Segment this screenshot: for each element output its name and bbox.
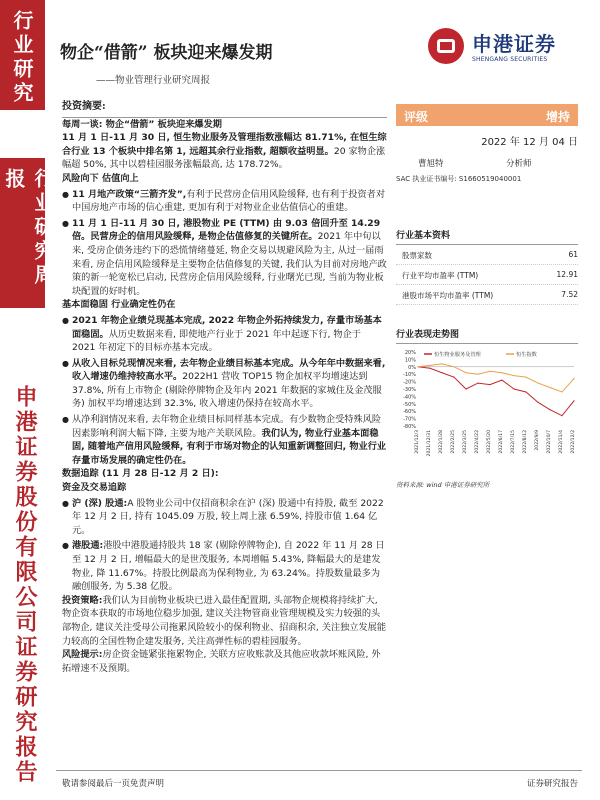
key-data-row: 行业平均市盈率 (TTM) 12.91 bbox=[396, 265, 578, 285]
data-point bbox=[525, 377, 526, 378]
bullet-5: ● 从净利润情况来看, 去年物企业绩目标同样基本完成。有少数物企受特殊风险因素影响利润大幅下降, 主要为地产关联风险。我们认为, 物业行业基本面稳固, 随着地产信用风险缓释, 有利于市场对物企的认知重新调整回归, 物业行业存量市场发展的确定性仍在。 bbox=[62, 413, 387, 467]
x-tick-label: 2022/2/25 bbox=[451, 430, 456, 454]
key-data-row: 股票家数 61 bbox=[396, 245, 578, 265]
data-point bbox=[573, 400, 574, 401]
data-point bbox=[465, 372, 466, 373]
sac-number: SAC 执业证书编号: S1660519040001 bbox=[396, 175, 522, 183]
data-point bbox=[525, 391, 526, 392]
y-tick-label: -10% bbox=[403, 372, 416, 379]
report-date: 2022 年 12 月 04 日 bbox=[481, 137, 578, 148]
rating-label: 评级 bbox=[404, 110, 429, 124]
data-point bbox=[453, 377, 454, 378]
rating-value: 增持 bbox=[545, 110, 570, 124]
x-tick-label: 2022/6/17 bbox=[499, 430, 504, 454]
data-point bbox=[429, 368, 430, 369]
paragraph-1: 11 月 1 日-11 月 30 日, 恒生物业服务及管理指数涨幅达 81.71%, 在恒生综合行业 13 个板块中排名第 1, 远超其余行业指数, 超额收益明显。20 家物企涨幅超 50%, 其中以碧桂园服务涨幅最高, 达 178.72%。 bbox=[62, 132, 387, 171]
data-point bbox=[537, 382, 538, 383]
y-tick-label: -40% bbox=[403, 394, 416, 401]
y-tick-label: 0% bbox=[408, 364, 416, 371]
analyst-row bbox=[396, 157, 578, 169]
data-point bbox=[501, 372, 502, 373]
data-point bbox=[453, 366, 454, 367]
x-tick-label: 2022/9/9 bbox=[535, 430, 540, 451]
summary-column bbox=[62, 100, 387, 675]
bullet-6: ● 沪 (深) 股通:A 股物业公司中仅招商积余在沪 (深) 股通中有持股, 截至 2022 年 12 月 2 日, 持有 1045.09 万股, 较上周上涨 6.59%, 持股市值 1.64 亿元。 bbox=[62, 497, 387, 538]
company-logo bbox=[428, 26, 578, 76]
y-tick-label: -70% bbox=[403, 416, 416, 423]
x-tick-label: 2021/12/31 bbox=[427, 430, 432, 457]
data-point bbox=[537, 402, 538, 403]
data-point bbox=[417, 366, 418, 367]
footer-divider bbox=[56, 770, 582, 771]
y-tick-label: 10% bbox=[404, 357, 416, 364]
logo-en: SHENGANG SECURITIES bbox=[472, 56, 548, 63]
sidebar-top-block bbox=[0, 0, 45, 110]
report-subtitle: ——物业管理行业研究周报 bbox=[96, 75, 211, 86]
data-point bbox=[429, 365, 430, 366]
y-tick-label: -50% bbox=[403, 401, 416, 408]
data-point bbox=[477, 374, 478, 375]
report-title: 物企“借箭” 板块迎来爆发期 bbox=[60, 43, 273, 63]
sidebar-top-label: 行业研究 bbox=[10, 10, 34, 106]
analyst-role: 分析师 bbox=[506, 159, 532, 169]
investment-strategy: 投资策略:我们认为目前物业板块已进入最佳配置期, 头部物企规模将持续扩大, 物企资本获取的市场地位稳步加强, 建议关注物管商业管理规模及实力较强的头部物企, 建议关注受母公司拖累风险较小的保利物业、招商积余, 关注独立发展能力较高的全国性物企建发服务, 关注高弹性标的碧桂园服务。 bbox=[62, 594, 387, 647]
bullet-1: ● 11 月地产政策“三箭齐发”,有利于民营房企信用风险缓释, 也有利于投资者对中国房地产市场的信心重建, 更加有利于对物业企业估值信心的重建。 bbox=[62, 188, 387, 215]
footer-label: 证券研究报告 bbox=[526, 779, 578, 789]
data-point bbox=[561, 391, 562, 392]
data-point bbox=[441, 372, 442, 373]
bullet-4: ● 从收入目标兑现情况来看, 去年物企业绩目标基本完成。从今年年中数据来看, 收入增速仍维持较高水平。2022H1 营收 TOP15 物企加权平均增速达到 37.8%, 所有上市物企 (剔除停牌物企及年内 2021 年数据的家城住及金茂服务) 加权平均增速达到 32.3%, 收入增速仍保持在较高水平。 bbox=[62, 357, 387, 411]
data-point bbox=[489, 384, 490, 385]
bullet-2: ● 11 月 1 日-11 月 30 日, 港股物业 PE (TTM) 由 9.03 倍回升至 14.29 倍。民营房企的信用风险缓释, 是物企估值修复的关键所在。2021 年中旬以来, 受房企债务违约下的恐慌情绪蔓延, 物企交易以规避风险为主, 从过一届雨来看, 房企信用风险缓释是主要物企估值修复的关键, 我们认为目前对房地产政策的新一轮宽松已启动, 民营房企信用风险缓释, 行业曙光已现, 当前为物业板块配置的好时机。 bbox=[62, 217, 387, 299]
risk-warning: 风险提示:房企资金链紧张拖累物企, 关联方应收账款及其他应收款坏账风险, 外拓增速不及预期。 bbox=[62, 649, 381, 674]
x-tick-label: 2022/12/2 bbox=[571, 430, 576, 454]
legend-label: 恒生指数 bbox=[516, 352, 537, 358]
series-line-1 bbox=[418, 364, 574, 392]
sidebar-mid-block bbox=[0, 158, 55, 308]
logo-mark-icon bbox=[428, 28, 464, 64]
data-point bbox=[549, 387, 550, 388]
x-tick-label: 2022/1/28 bbox=[439, 430, 444, 454]
data-point bbox=[465, 388, 466, 389]
y-tick-label: -80% bbox=[403, 424, 416, 430]
data-point bbox=[441, 363, 442, 364]
section-fundamentals: 基本面稳固 行业确定性仍在 bbox=[62, 299, 176, 311]
section-risk-valuation: 风险向下 估值向上 bbox=[62, 172, 139, 184]
key-data-row: 港股市场平均市盈率 (TTM) 7.52 bbox=[396, 285, 578, 305]
summary-heading: 投资摘要: bbox=[62, 100, 387, 118]
data-point bbox=[549, 409, 550, 410]
y-tick-label: 20% bbox=[404, 350, 416, 356]
data-point bbox=[513, 375, 514, 376]
y-tick-label: -20% bbox=[403, 379, 416, 386]
x-tick-label: 2021/12/3 bbox=[415, 430, 420, 454]
series-line-0 bbox=[418, 367, 574, 416]
sidebar-info-column bbox=[396, 104, 578, 489]
x-tick-label: 2022/10/7 bbox=[547, 430, 552, 454]
legend-label: 恒生物业服务及管理 bbox=[434, 352, 481, 358]
logo-name: 申港证券 bbox=[472, 32, 556, 56]
footer-disclaimer: 敬请参阅最后一页免责声明 bbox=[62, 779, 165, 789]
data-point bbox=[573, 378, 574, 379]
sidebar-mid-label: 行业研究周报 bbox=[2, 168, 55, 288]
data-point bbox=[561, 415, 562, 416]
bullet-3: ● 2021 年物企业绩兑现基本完成, 2022 年物企外拓持续发力, 存量市场基本面稳固。从历史数据来看, 即使地产行业于 2021 年中起逐下行, 物企于 2021 年初定下的目标亦基本完成。 bbox=[62, 314, 387, 355]
x-tick-label: 2022/7/15 bbox=[511, 430, 516, 454]
data-point bbox=[513, 388, 514, 389]
section-tracking: 数据追踪 (11 月 28 日-12 月 2 日): bbox=[62, 468, 219, 480]
data-point bbox=[477, 382, 478, 383]
chart-title: 行业表现走势图 bbox=[396, 327, 578, 344]
sidebar-company-label: 申港证券股份有限公司证券研究报告 bbox=[12, 385, 38, 785]
rating-bar bbox=[396, 104, 578, 126]
key-data-title: 行业基本资料 bbox=[396, 228, 578, 245]
sidebar bbox=[0, 0, 55, 800]
x-tick-label: 2022/3/25 bbox=[463, 430, 468, 454]
chart-source: 资料来源: wind 申港证券研究所 bbox=[396, 481, 490, 489]
y-tick-label: -60% bbox=[403, 409, 416, 416]
x-tick-label: 2022/8/12 bbox=[523, 430, 528, 454]
x-tick-label: 2022/4/22 bbox=[475, 430, 480, 454]
week-review-label: 每周一谈: 物企“借箭” 板块迎来爆发期 bbox=[62, 118, 222, 130]
performance-chart bbox=[396, 344, 578, 474]
y-tick-label: -30% bbox=[403, 387, 416, 393]
data-point bbox=[489, 371, 490, 372]
x-tick-label: 2022/11/4 bbox=[559, 430, 564, 454]
analyst-name: 曹旭特 bbox=[418, 159, 444, 169]
data-point bbox=[501, 380, 502, 381]
bullet-7: ● 港股通:港股中港股通持股共 18 家 (剔除停牌物企), 自 2022 年 11 月 28 日至 12 月 2 日, 增幅最大的是世茂服务, 本周增幅 5.43%, 降幅最大的是建发物业, 降 11.67%。持股比例最高为保利物业, 为 63.24%。持股数量最多为融创服务, 为 5.38 亿股。 bbox=[62, 539, 387, 593]
section-capital: 资金及交易追踪 bbox=[62, 482, 127, 494]
x-tick-label: 2022/5/20 bbox=[487, 430, 492, 454]
